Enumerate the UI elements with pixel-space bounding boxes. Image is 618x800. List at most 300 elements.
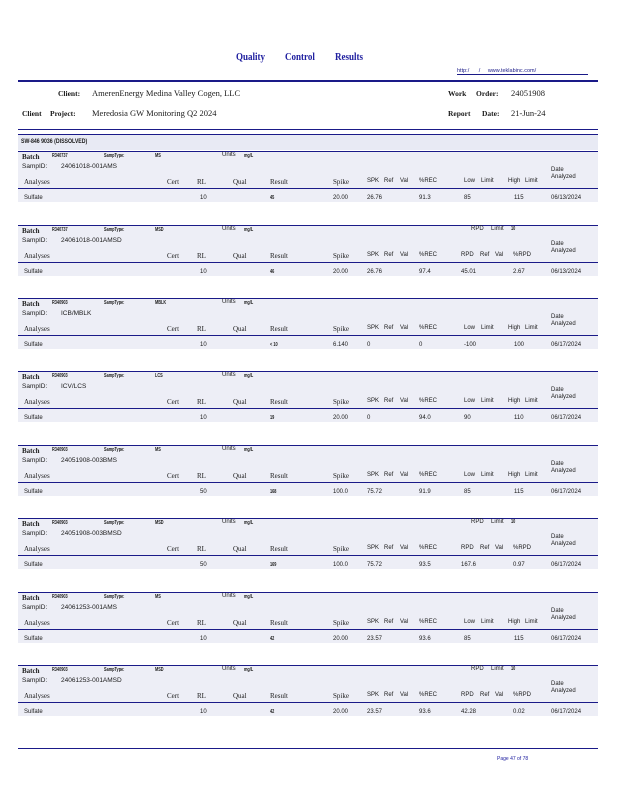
col-spike: Spike — [333, 692, 349, 700]
col-result: Result — [270, 178, 288, 186]
col-spike: Spike — [333, 398, 349, 406]
col-result: Result — [270, 545, 288, 553]
samptype-label: SampType: — [104, 227, 125, 233]
batch-id: R340903 — [52, 300, 68, 306]
rl-value: 10 — [200, 709, 207, 715]
page-number — [497, 756, 528, 762]
col-ref: Ref — [384, 619, 394, 625]
analyzed-header: Analyzed — [551, 394, 576, 400]
col-qual: Qual — [233, 545, 247, 553]
rec-value: 93.6 — [419, 636, 431, 642]
batch-label: Batch — [22, 227, 40, 235]
col-spike: Spike — [333, 619, 349, 627]
col-ref: Ref — [384, 545, 394, 551]
rl-value: 10 — [200, 342, 207, 348]
spike-value: 20.00 — [333, 415, 349, 421]
rl-value: 10 — [200, 269, 207, 275]
col-qual: Qual — [233, 252, 247, 260]
col-low: Low — [464, 178, 476, 184]
samptype-value: LCS — [155, 373, 163, 379]
samptype-value: MBLK — [155, 300, 167, 306]
result-value: 19 — [270, 415, 275, 421]
col-rec: %REC — [419, 619, 438, 625]
col-rec: %REC — [419, 398, 438, 404]
high-limit-value: 100 — [514, 342, 525, 348]
sampid-label: SampID: — [22, 383, 48, 390]
rec-value: 97.4 — [419, 269, 431, 275]
samptype-value: MSD — [155, 667, 164, 673]
samptype-label: SampType: — [104, 373, 125, 379]
rpd-limit-value: 10 — [511, 226, 516, 232]
low-limit-value: 85 — [464, 195, 471, 201]
date-header: Date — [551, 314, 564, 320]
result-value: 45 — [270, 195, 275, 201]
samptype-label: SampType: — [104, 667, 125, 673]
qc-block — [18, 151, 598, 215]
date-header: Date — [551, 167, 564, 173]
col-ref: Ref — [384, 692, 394, 698]
header-rule-top — [18, 80, 598, 82]
client-label: Client: — [58, 89, 81, 98]
col-val: Val — [400, 472, 409, 478]
col-rec: %REC — [419, 178, 438, 184]
result-value: 42 — [270, 709, 275, 715]
col-rl: RL — [197, 545, 206, 553]
batch-label: Batch — [22, 373, 40, 381]
result-value: < 10 — [270, 342, 278, 348]
col-high-limit: Limit — [525, 325, 538, 331]
col-rec: %REC — [419, 692, 438, 698]
footer-rule — [18, 748, 598, 749]
title-quality: Quality — [236, 51, 266, 63]
col-ref: Ref — [384, 178, 394, 184]
analyzed-header: Analyzed — [551, 688, 576, 694]
project-label: Project: — [50, 109, 76, 118]
col-result: Result — [270, 619, 288, 627]
section-title: SW-846 9036 (DISSOLVED) — [21, 138, 88, 145]
block-rule — [18, 482, 598, 483]
col-rpd-ref: Ref — [480, 692, 490, 698]
spk-ref-value: 26.76 — [367, 269, 383, 275]
rpd-value: 2.67 — [513, 269, 525, 275]
col-low-limit: Limit — [481, 619, 494, 625]
low-limit-value: -100 — [464, 342, 477, 348]
batch-id: R340737 — [52, 153, 68, 159]
rpd-header-label: RPD — [471, 519, 484, 525]
col-low: Low — [464, 619, 476, 625]
analyte-name: Sulfate — [24, 562, 43, 568]
units-label: Units — [222, 446, 236, 452]
col-spk: SPK — [367, 178, 380, 184]
col-low-limit: Limit — [481, 178, 494, 184]
spike-value: 100.0 — [333, 562, 349, 568]
title-control: Control — [285, 51, 315, 63]
col-result: Result — [270, 325, 288, 333]
rec-value: 91.9 — [419, 489, 431, 495]
col-val: Val — [400, 692, 409, 698]
col-rpd: RPD — [461, 545, 474, 551]
analyte-name: Sulfate — [24, 269, 43, 275]
batch-label: Batch — [22, 447, 40, 455]
date-header: Date — [551, 241, 564, 247]
rec-value: 91.3 — [419, 195, 431, 201]
analyzed-header: Analyzed — [551, 321, 576, 327]
units-value: mg/L — [244, 153, 254, 159]
spike-value: 100.0 — [333, 489, 349, 495]
col-analyses: Analyses — [24, 472, 50, 480]
col-ref: Ref — [384, 325, 394, 331]
col-result: Result — [270, 472, 288, 480]
rl-value: 50 — [200, 489, 207, 495]
batch-id: R340737 — [52, 227, 68, 233]
rpd-header-label: RPD — [471, 226, 484, 232]
units-label: Units — [222, 372, 236, 378]
rec-value: 93.6 — [419, 709, 431, 715]
col-rpd-val: Val — [495, 545, 504, 551]
analyte-name: Sulfate — [24, 709, 43, 715]
rpd-limit-value: 10 — [511, 519, 516, 525]
col-rec: %REC — [419, 252, 438, 258]
samptype-label: SampType: — [104, 300, 125, 306]
col-cert: Cert — [167, 472, 180, 480]
qc-block — [18, 592, 598, 656]
col-rl: RL — [197, 252, 206, 260]
date-header: Date — [551, 387, 564, 393]
spk-ref-value: 23.57 — [367, 709, 383, 715]
analyte-name: Sulfate — [24, 489, 43, 495]
analyte-name: Sulfate — [24, 636, 43, 642]
title-results: Results — [335, 51, 364, 63]
col-result: Result — [270, 692, 288, 700]
block-rule — [18, 188, 598, 189]
sampid-label: SampID: — [22, 604, 48, 611]
date-analyzed: 06/17/2024 — [551, 709, 582, 715]
col-analyses: Analyses — [24, 545, 50, 553]
col-val: Val — [400, 398, 409, 404]
col-qual: Qual — [233, 619, 247, 627]
block-rule — [18, 262, 598, 263]
date-analyzed: 06/13/2024 — [551, 195, 582, 201]
col-high: High — [508, 325, 521, 331]
units-label: Units — [222, 226, 236, 232]
col-rl: RL — [197, 398, 206, 406]
block-rule — [18, 629, 598, 630]
date-header: Date — [551, 461, 564, 467]
date-analyzed: 06/17/2024 — [551, 636, 582, 642]
units-value: mg/L — [244, 447, 254, 453]
rl-value: 10 — [200, 636, 207, 642]
page-total: 78 — [522, 756, 529, 762]
spike-value: 20.00 — [333, 636, 349, 642]
rl-value: 10 — [200, 415, 207, 421]
col-val: Val — [400, 545, 409, 551]
sampid-value: ICB/MBLK — [61, 310, 92, 317]
rpd-limit-label: Limit — [491, 519, 504, 525]
col-spike: Spike — [333, 178, 349, 186]
col-cert: Cert — [167, 398, 180, 406]
col-spk: SPK — [367, 252, 380, 258]
samptype-value: MSD — [155, 227, 164, 233]
high-limit-value: 115 — [514, 195, 524, 201]
col-high-limit: Limit — [525, 398, 538, 404]
col-high: High — [508, 398, 521, 404]
sampid-value: ICV/LCS — [61, 383, 87, 390]
batch-id: R340903 — [52, 594, 68, 600]
rec-value: 93.5 — [419, 562, 431, 568]
samptype-label: SampType: — [104, 153, 125, 159]
col-rl: RL — [197, 472, 206, 480]
col-pct-rpd: %RPD — [513, 545, 532, 551]
col-rpd-ref: Ref — [480, 252, 490, 258]
sampid-value: 24051908-003BMSD — [61, 530, 122, 537]
rpd-value: 0.02 — [513, 709, 525, 715]
col-cert: Cert — [167, 325, 180, 333]
rpd-value: 0.97 — [513, 562, 525, 568]
url-text: www.teklabinc.com/ — [487, 68, 537, 74]
spk-ref-value: 75.72 — [367, 489, 383, 495]
col-cert: Cert — [167, 252, 180, 260]
samptype-value: MS — [155, 153, 161, 159]
batch-id: R340903 — [52, 447, 68, 453]
date-analyzed: 06/17/2024 — [551, 342, 582, 348]
qc-block — [18, 518, 598, 582]
block-rule — [18, 702, 598, 703]
col-cert: Cert — [167, 178, 180, 186]
col-cert: Cert — [167, 692, 180, 700]
units-value: mg/L — [244, 227, 254, 233]
col-rl: RL — [197, 619, 206, 627]
col-result: Result — [270, 398, 288, 406]
units-value: mg/L — [244, 520, 254, 526]
col-spk: SPK — [367, 545, 380, 551]
spk-ref-value: 75.72 — [367, 562, 383, 568]
col-analyses: Analyses — [24, 692, 50, 700]
qc-block — [18, 225, 598, 289]
col-high: High — [508, 472, 521, 478]
result-value: 42 — [270, 636, 275, 642]
date-header: Date — [551, 608, 564, 614]
spike-value: 20.00 — [333, 709, 349, 715]
col-high-limit: Limit — [525, 619, 538, 625]
rpd-header-label: RPD — [471, 666, 484, 672]
col-rpd-val: Val — [495, 252, 504, 258]
date-label: Date: — [482, 109, 500, 118]
spike-value: 6.140 — [333, 342, 349, 348]
col-qual: Qual — [233, 472, 247, 480]
samptype-value: MS — [155, 447, 161, 453]
batch-label: Batch — [22, 667, 40, 675]
analyzed-header: Analyzed — [551, 615, 576, 621]
col-rl: RL — [197, 325, 206, 333]
units-label: Units — [222, 593, 236, 599]
high-limit-value: 110 — [514, 415, 524, 421]
batch-label: Batch — [22, 300, 40, 308]
sampid-label: SampID: — [22, 163, 48, 170]
spike-value: 20.00 — [333, 269, 349, 275]
col-spk: SPK — [367, 325, 380, 331]
col-rpd: RPD — [461, 252, 474, 258]
units-label: Units — [222, 152, 236, 158]
result-value: 168 — [270, 489, 277, 495]
col-low: Low — [464, 398, 476, 404]
col-rpd-ref: Ref — [480, 545, 490, 551]
low-limit-value: 90 — [464, 415, 471, 421]
rpd-limit-label: Limit — [491, 226, 504, 232]
date-analyzed: 06/17/2024 — [551, 489, 582, 495]
units-value: mg/L — [244, 373, 254, 379]
col-result: Result — [270, 252, 288, 260]
block-rule — [18, 555, 598, 556]
section-header — [18, 134, 598, 150]
sampid-value: 24061253-001AMS — [61, 604, 118, 611]
analyzed-header: Analyzed — [551, 541, 576, 547]
analyte-name: Sulfate — [24, 342, 43, 348]
col-spike: Spike — [333, 252, 349, 260]
units-value: mg/L — [244, 300, 254, 306]
col-spk: SPK — [367, 692, 380, 698]
sampid-label: SampID: — [22, 457, 48, 464]
spike-value: 20.00 — [333, 195, 349, 201]
samptype-label: SampType: — [104, 447, 125, 453]
url-prefix: http:/ — [457, 68, 470, 74]
col-rl: RL — [197, 692, 206, 700]
rec-value: 94.0 — [419, 415, 431, 421]
col-spike: Spike — [333, 325, 349, 333]
project-value: Meredosia GW Monitoring Q2 2024 — [92, 108, 217, 118]
website-link[interactable] — [457, 68, 588, 75]
client2-label: Client — [22, 109, 42, 118]
col-spk: SPK — [367, 619, 380, 625]
high-limit-value: 115 — [514, 636, 524, 642]
col-cert: Cert — [167, 545, 180, 553]
sampid-label: SampID: — [22, 677, 48, 684]
col-rpd: RPD — [461, 692, 474, 698]
col-spk: SPK — [367, 472, 380, 478]
date-analyzed: 06/17/2024 — [551, 415, 582, 421]
qc-block — [18, 298, 598, 362]
col-low: Low — [464, 472, 476, 478]
col-spk: SPK — [367, 398, 380, 404]
date-analyzed: 06/17/2024 — [551, 562, 582, 568]
col-spike: Spike — [333, 545, 349, 553]
col-qual: Qual — [233, 325, 247, 333]
rpd-limit-label: Limit — [491, 666, 504, 672]
col-pct-rpd: %RPD — [513, 252, 532, 258]
spk-ref-value: 0 — [367, 415, 371, 421]
analyte-name: Sulfate — [24, 195, 43, 201]
sampid-value: 24061253-001AMSD — [61, 677, 122, 684]
col-rec: %REC — [419, 472, 438, 478]
col-val: Val — [400, 178, 409, 184]
col-cert: Cert — [167, 619, 180, 627]
col-analyses: Analyses — [24, 178, 50, 186]
col-high-limit: Limit — [525, 472, 538, 478]
sampid-value: 24061018-001AMSD — [61, 237, 122, 244]
col-analyses: Analyses — [24, 252, 50, 260]
col-qual: Qual — [233, 398, 247, 406]
samptype-value: MS — [155, 594, 161, 600]
rpd-limit-value: 10 — [511, 666, 516, 672]
units-value: mg/L — [244, 594, 254, 600]
spk-ref-value: 23.57 — [367, 636, 383, 642]
batch-id: R340903 — [52, 520, 68, 526]
date-analyzed: 06/13/2024 — [551, 269, 582, 275]
samptype-value: MSD — [155, 520, 164, 526]
page-of: of — [517, 756, 522, 762]
sampid-value: 24051908-003BMS — [61, 457, 118, 464]
analyzed-header: Analyzed — [551, 174, 576, 180]
page-prefix: Page — [497, 756, 509, 762]
header-rule-bottom — [18, 129, 598, 130]
col-analyses: Analyses — [24, 619, 50, 627]
col-qual: Qual — [233, 178, 247, 186]
units-label: Units — [222, 519, 236, 525]
samptype-label: SampType: — [104, 594, 125, 600]
batch-id: R340903 — [52, 667, 68, 673]
rpd-ref-value: 42.28 — [461, 709, 477, 715]
sampid-label: SampID: — [22, 310, 48, 317]
units-value: mg/L — [244, 667, 254, 673]
report-label: Report — [448, 109, 471, 118]
col-rec: %REC — [419, 545, 438, 551]
col-high-limit: Limit — [525, 178, 538, 184]
order-label: Order: — [476, 89, 499, 98]
col-low-limit: Limit — [481, 398, 494, 404]
col-rl: RL — [197, 178, 206, 186]
col-ref: Ref — [384, 252, 394, 258]
qc-block — [18, 445, 598, 509]
sampid-value: 24061018-001AMS — [61, 163, 118, 170]
low-limit-value: 85 — [464, 636, 471, 642]
client-value: AmerenEnergy Medina Valley Cogen, LLC — [92, 88, 241, 98]
rl-value: 50 — [200, 562, 207, 568]
rpd-ref-value: 167.6 — [461, 562, 477, 568]
spk-ref-value: 26.76 — [367, 195, 383, 201]
low-limit-value: 85 — [464, 489, 471, 495]
result-value: 169 — [270, 562, 277, 568]
batch-label: Batch — [22, 520, 40, 528]
date-header: Date — [551, 681, 564, 687]
high-limit-value: 115 — [514, 489, 524, 495]
page-num: 47 — [510, 756, 516, 762]
col-analyses: Analyses — [24, 398, 50, 406]
batch-label: Batch — [22, 153, 40, 161]
col-val: Val — [400, 325, 409, 331]
sampid-label: SampID: — [22, 237, 48, 244]
units-label: Units — [222, 666, 236, 672]
col-high: High — [508, 619, 521, 625]
col-low-limit: Limit — [481, 325, 494, 331]
rec-value: 0 — [419, 342, 423, 348]
col-val: Val — [400, 252, 409, 258]
batch-id: R340903 — [52, 373, 68, 379]
result-value: 46 — [270, 269, 275, 275]
rl-value: 10 — [200, 195, 207, 201]
col-pct-rpd: %RPD — [513, 692, 532, 698]
spk-ref-value: 0 — [367, 342, 371, 348]
sampid-label: SampID: — [22, 530, 48, 537]
col-low: Low — [464, 325, 476, 331]
col-rpd-val: Val — [495, 692, 504, 698]
url-slash: / — [478, 68, 481, 74]
report-date-value: 21-Jun-24 — [511, 108, 546, 118]
rpd-ref-value: 45.01 — [461, 269, 477, 275]
col-high: High — [508, 178, 521, 184]
analyzed-header: Analyzed — [551, 468, 576, 474]
qc-block — [18, 371, 598, 435]
analyzed-header: Analyzed — [551, 248, 576, 254]
date-header: Date — [551, 534, 564, 540]
